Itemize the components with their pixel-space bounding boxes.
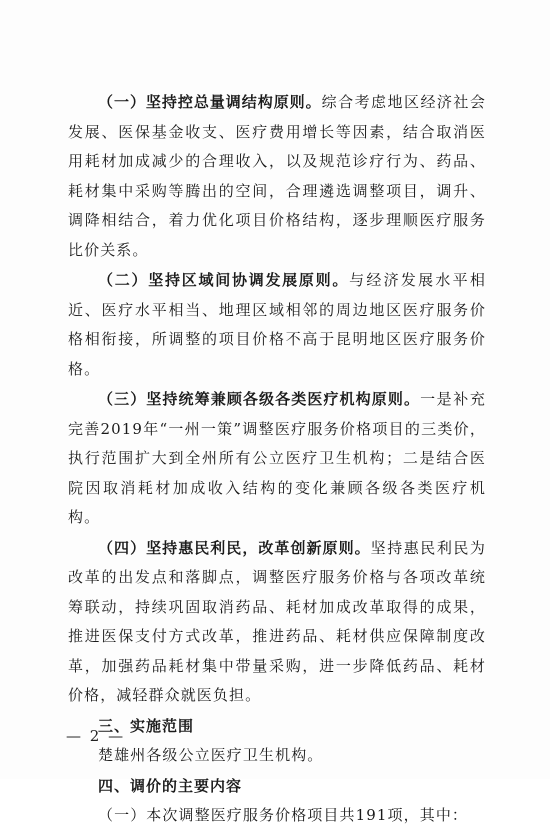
principle-3-text: 一是补充完善2019年“一州一策”调整医疗服务价格项目的三类价，执行范围扩大到全州所有公立医疗卫生机构；二是结合医院因取消耗材加成收入结构的变化兼顾各级各类医疗机构。 (68, 390, 486, 526)
principle-2-lead: （二）坚持区域间协调发展原则。 (98, 271, 350, 289)
section-4-heading: 四、调价的主要内容 (98, 776, 243, 795)
principle-2-text: 与经济发展水平相近、医疗水平相当、地理区域相邻的周边地区医疗服务价格相衔接，所调整的项目价格不高于昆明地区医疗服务价格。 (68, 271, 486, 378)
principle-paragraph-1 (68, 88, 486, 265)
section-3-heading: 三、实施范围 (98, 716, 195, 735)
page-number: — 2 — (66, 727, 126, 745)
principle-4-lead: （四）坚持惠民利民，改革创新原则。 (98, 538, 371, 557)
principle-1-lead: （一）坚持控总量调结构原则。 (98, 93, 322, 111)
principle-paragraph-2 (68, 266, 486, 384)
section-4-text: （一）本次调整医疗服务价格项目共191项，其中： (98, 806, 469, 824)
principle-1-text: 综合考虑地区经济社会发展、医保基金收支、医疗费用增长等因素，结合取消医用耗材加成减少的合理收入，以及规范诊疗行为、药品、耗材集中采购等腾出的空间，合理遴选调整项目，调升、调降相结合，着力优化项目价格结构，逐步理顺医疗服务比价关系。 (68, 93, 486, 259)
document-body (68, 88, 486, 832)
principle-paragraph-4 (68, 534, 486, 711)
principle-3-lead: （三）坚持统筹兼顾各级各类医疗机构原则。 (98, 390, 421, 408)
principle-paragraph-3 (68, 385, 486, 533)
principle-4-text: 坚持惠民利民为改革的出发点和落脚点，调整医疗服务价格与各项改革统筹联动，持续巩固取消药品、耗材加成改革取得的成果，推进医保支付方式改革，推进药品、耗材供应保障制度改革，加强药品耗材集中带量采购，进一步降低药品、耗材价格，减轻群众就医负担。 (68, 538, 487, 704)
section-3-text: 楚雄州各级公立医疗卫生机构。 (98, 746, 324, 764)
